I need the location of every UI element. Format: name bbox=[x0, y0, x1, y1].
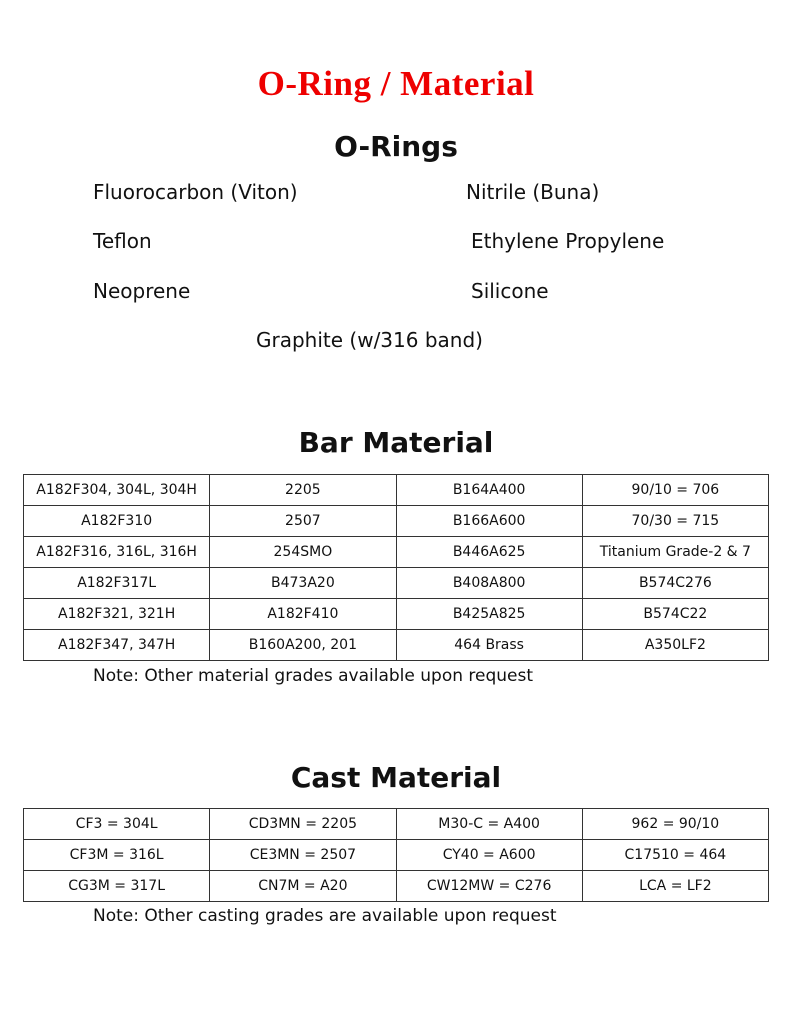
table-cell: LCA = LF2 bbox=[582, 871, 768, 902]
table-cell: A182F321, 321H bbox=[24, 599, 210, 630]
table-row bbox=[24, 630, 769, 661]
table-cell: CF3 = 304L bbox=[24, 809, 210, 840]
oring-item: Nitrile (Buna) bbox=[466, 180, 600, 204]
table-cell: CF3M = 316L bbox=[24, 840, 210, 871]
table-cell: 70/30 = 715 bbox=[582, 506, 768, 537]
oring-item: Ethylene Propylene bbox=[471, 229, 665, 253]
orings-heading: O-Rings bbox=[334, 130, 458, 163]
table-row bbox=[24, 809, 769, 840]
table-row bbox=[24, 871, 769, 902]
table-cell: B574C276 bbox=[582, 568, 768, 599]
table-cell: CN7M = A20 bbox=[210, 871, 396, 902]
table-cell: B408A800 bbox=[396, 568, 582, 599]
bar-material-heading: Bar Material bbox=[298, 426, 494, 459]
table-row bbox=[24, 599, 769, 630]
table-cell: C17510 = 464 bbox=[582, 840, 768, 871]
oring-item: Fluorocarbon (Viton) bbox=[93, 180, 298, 204]
table-cell: 962 = 90/10 bbox=[582, 809, 768, 840]
table-cell: CW12MW = C276 bbox=[396, 871, 582, 902]
table-cell: B446A625 bbox=[396, 537, 582, 568]
cast-material-heading: Cast Material bbox=[290, 761, 502, 794]
table-cell: 2507 bbox=[210, 506, 396, 537]
oring-item: Neoprene bbox=[93, 279, 191, 303]
table-cell: 464 Brass bbox=[396, 630, 582, 661]
table-cell: A182F316, 316L, 316H bbox=[24, 537, 210, 568]
table-cell: A182F317L bbox=[24, 568, 210, 599]
oring-item: Teflon bbox=[93, 229, 152, 253]
table-cell: CD3MN = 2205 bbox=[210, 809, 396, 840]
table-cell: B166A600 bbox=[396, 506, 582, 537]
table-cell: CG3M = 317L bbox=[24, 871, 210, 902]
bar-material-note: Note: Other material grades available upon request bbox=[93, 666, 534, 686]
table-cell: 2205 bbox=[210, 475, 396, 506]
table-cell: A182F310 bbox=[24, 506, 210, 537]
table-cell: B425A825 bbox=[396, 599, 582, 630]
table-cell: A350LF2 bbox=[582, 630, 768, 661]
table-cell: M30-C = A400 bbox=[396, 809, 582, 840]
table-cell: 90/10 = 706 bbox=[582, 475, 768, 506]
page-title: O-Ring / Material bbox=[257, 64, 535, 103]
cast-material-note: Note: Other casting grades are available upon request bbox=[93, 906, 557, 926]
table-cell: CE3MN = 2507 bbox=[210, 840, 396, 871]
oring-item: Graphite (w/316 band) bbox=[256, 328, 483, 352]
table-row bbox=[24, 568, 769, 599]
table-cell: A182F410 bbox=[210, 599, 396, 630]
bar-material-table bbox=[23, 474, 769, 661]
table-row bbox=[24, 840, 769, 871]
table-cell: B160A200, 201 bbox=[210, 630, 396, 661]
table-cell: Titanium Grade-2 & 7 bbox=[582, 537, 768, 568]
table-cell: B574C22 bbox=[582, 599, 768, 630]
table-cell: CY40 = A600 bbox=[396, 840, 582, 871]
table-cell: A182F304, 304L, 304H bbox=[24, 475, 210, 506]
table-cell: B164A400 bbox=[396, 475, 582, 506]
table-row bbox=[24, 537, 769, 568]
table-row bbox=[24, 506, 769, 537]
oring-item: Silicone bbox=[471, 279, 549, 303]
table-cell: B473A20 bbox=[210, 568, 396, 599]
table-row bbox=[24, 475, 769, 506]
table-cell: 254SMO bbox=[210, 537, 396, 568]
table-cell: A182F347, 347H bbox=[24, 630, 210, 661]
cast-material-table bbox=[23, 808, 769, 902]
